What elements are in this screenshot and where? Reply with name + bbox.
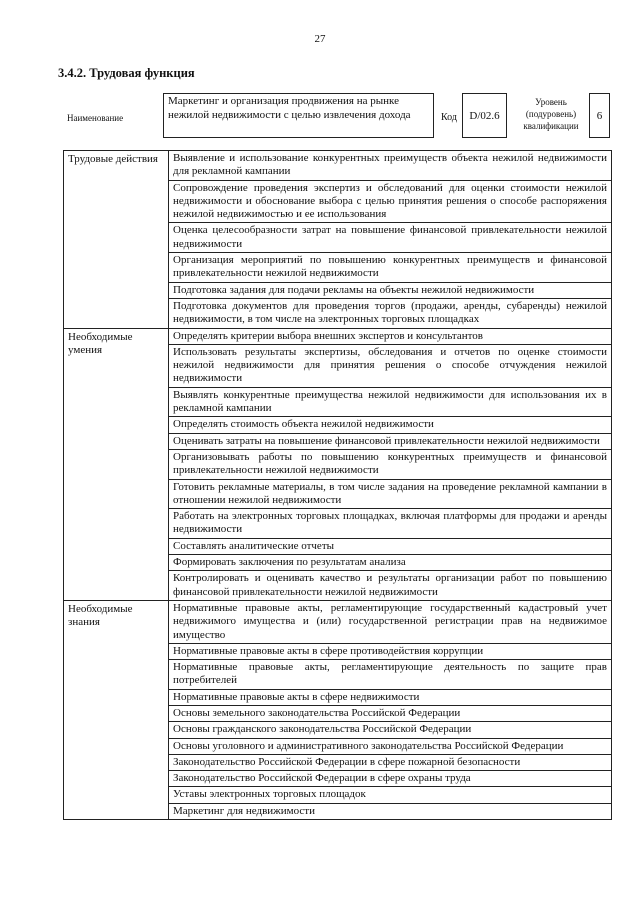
function-table bbox=[63, 150, 612, 820]
list-item: Подготовка задания для подачи рекламы на объекты нежилой недвижимости bbox=[169, 282, 612, 298]
list-item: Оценивать затраты на повышение финансовой привлекательности нежилой недвижимости bbox=[169, 433, 612, 449]
table-row bbox=[64, 600, 612, 643]
list-item: Выявлять конкурентные преимущества нежилой недвижимости для использования их в рекламной кампании bbox=[169, 387, 612, 417]
list-item: Работать на электронных торговых площадках, включая платформы для продажи и аренды недвижимости bbox=[169, 509, 612, 539]
list-item: Законодательство Российской Федерации в сфере пожарной безопасности bbox=[169, 754, 612, 770]
level-label: Уровень (подуровень) квалификации bbox=[523, 97, 579, 131]
table-row bbox=[64, 328, 612, 344]
list-item: Нормативные правовые акты в сфере противодействия коррупции bbox=[169, 643, 612, 659]
code-label: Код bbox=[441, 112, 457, 123]
list-item: Нормативные правовые акты, регламентирующие государственный кадастровый учет недвижимого имущества и (или) государственной регистрации прав на недвижимое имущество bbox=[169, 600, 612, 643]
list-item: Маркетинг для недвижимости bbox=[169, 803, 612, 819]
list-item: Сопровождение проведения экспертиз и обследований для оценки стоимости нежилой недвижимости и обоснование выбора с целью принятия решения о способе распоряжения нежилой недвижимостью и ее использования bbox=[169, 180, 612, 223]
list-item: Контролировать и оценивать качество и результаты организации работ по повышению финансовой привлекательности нежилой недвижимости bbox=[169, 571, 612, 601]
list-item: Основы уголовного и административного законодательства Российской Федерации bbox=[169, 738, 612, 754]
list-item: Составлять аналитические отчеты bbox=[169, 538, 612, 554]
table-row bbox=[64, 151, 612, 181]
list-item: Определять стоимость объекта нежилой недвижимости bbox=[169, 417, 612, 433]
section-label: Необходимые знания bbox=[64, 600, 169, 819]
list-item: Нормативные правовые акты, регламентирующие деятельность по защите прав потребителей bbox=[169, 660, 612, 690]
list-item: Выявление и использование конкурентных преимуществ объекта нежилой недвижимости для рекламной кампании bbox=[169, 151, 612, 181]
list-item: Организовывать работы по повышению конкурентных преимуществ и финансовой привлекательности нежилой недвижимости bbox=[169, 449, 612, 479]
name-label: Наименование bbox=[67, 113, 124, 123]
function-code-value: D/02.6 bbox=[469, 109, 500, 122]
list-item: Подготовка документов для проведения торгов (продажи, аренды, субаренды) нежилой недвижимости, в том числе на электронных торговых площадках bbox=[169, 298, 612, 328]
list-item: Формировать заключения по результатам анализа bbox=[169, 555, 612, 571]
function-code bbox=[462, 93, 507, 138]
list-item: Использовать результаты экспертизы, обследования и отчетов по оценке стоимости нежилой недвижимости для принятия решения о способе отчуждения нежилой недвижимости bbox=[169, 344, 612, 387]
list-item: Организация мероприятий по повышению конкурентных преимуществ и финансовой привлекательности нежилой недвижимости bbox=[169, 253, 612, 283]
list-item: Нормативные правовые акты в сфере недвижимости bbox=[169, 689, 612, 705]
list-item: Готовить рекламные материалы, в том числе задания на проведение рекламной кампании в отношении нежилой недвижимости bbox=[169, 479, 612, 509]
list-item: Основы земельного законодательства Российской Федерации bbox=[169, 705, 612, 721]
section-label: Необходимые умения bbox=[64, 328, 169, 600]
qualification-level bbox=[589, 93, 610, 138]
list-item: Основы гражданского законодательства Российской Федерации bbox=[169, 722, 612, 738]
page-number: 27 bbox=[314, 33, 326, 45]
section-heading: 3.4.2. Трудовая функция bbox=[58, 66, 195, 80]
list-item: Оценка целесообразности затрат на повышение финансовой привлекательности нежилой недвижимости bbox=[169, 223, 612, 253]
section-label: Трудовые действия bbox=[64, 151, 169, 329]
list-item: Определять критерии выбора внешних экспертов и консультантов bbox=[169, 328, 612, 344]
list-item: Законодательство Российской Федерации в сфере охраны труда bbox=[169, 771, 612, 787]
qualification-level-value: 6 bbox=[596, 109, 603, 122]
function-title: Маркетинг и организация продвижения на рынке нежилой недвижимости с целью извлечения дохода bbox=[163, 93, 434, 138]
list-item: Уставы электронных торговых площадок bbox=[169, 787, 612, 803]
